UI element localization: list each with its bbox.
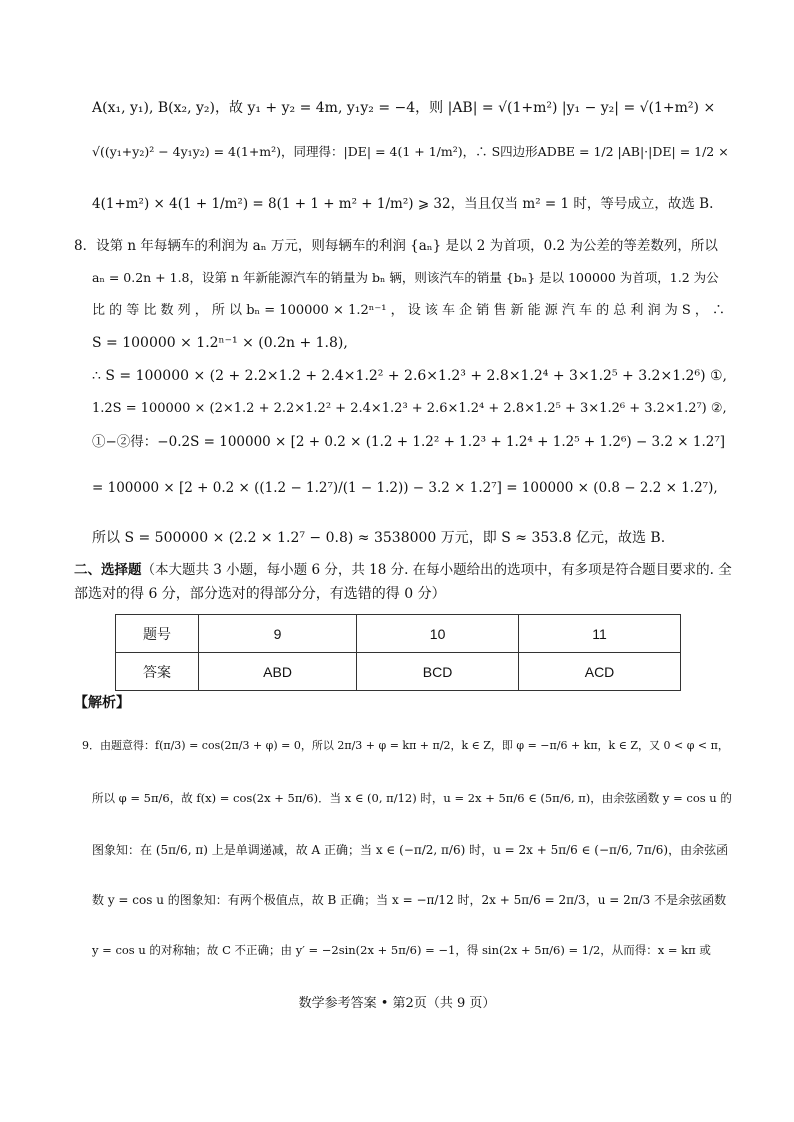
text-line: S = 100000 × 1.2ⁿ⁻¹ × (0.2n + 1.8), [92, 335, 348, 351]
table-cell: 11 [519, 615, 681, 653]
q9-line: 9．由题意得：f(π/3) = cos(2π/3 + φ) = 0，所以 2π/3 + φ = kπ + π/2，k ∈ Z，即 φ = −π/6 + kπ，k ∈ Z，又 0 < φ < π， [82, 739, 729, 752]
text-line: 数 y = cos u 的图象知：有两个极值点，故 B 正确；当 x = −π/12 时，2x + 5π/6 = 2π/3，u = 2π/3 不是余弦函数 [92, 893, 727, 907]
text-line: 所以 S = 500000 × (2.2 × 1.2⁷ − 0.8) ≈ 3538000 万元，即 S ≈ 353.8 亿元，故选 B. [92, 530, 666, 546]
table-row [116, 653, 681, 691]
section-desc-cont: 部选对的得 6 分，部分选对的得部分分，有选错的得 0 分） [74, 586, 446, 602]
text-line: aₙ = 0.2n + 1.8，设第 n 年新能源汽车的销量为 bₙ 辆，则该汽车的销量 {bₙ} 是以 100000 为首项，1.2 为公 [92, 270, 719, 285]
table-cell: 答案 [116, 653, 199, 691]
text-line: 4(1+m²) × 4(1 + 1/m²) = 8(1 + 1 + m² + 1/m²) ⩾ 32，当且仅当 m² = 1 时，等号成立，故选 B. [92, 196, 714, 212]
text-line: y = cos u 的对称轴；故 C 不正确；由 y′ = −2sin(2x + 5π/6) = −1，得 sin(2x + 5π/6) = 1/2，从而得：x = kπ 或 [92, 943, 711, 957]
text-line: A(x₁, y₁), B(x₂, y₂)，故 y₁ + y₂ = 4m, y₁y₂ = −4，则 |AB| = √(1+m²) |y₁ − y₂| = √(1+m²) × [92, 100, 716, 116]
page-footer: 数学参考答案 • 第2页（共 9 页） [298, 996, 496, 1011]
text-line: 图象知：在 (5π/6, π) 上是单调递减，故 A 正确；当 x ∈ (−π/2, π/6) 时，u = 2x + 5π/6 ∈ (−π/6, 7π/6)，由余弦函 [92, 843, 729, 857]
text-line: ①−②得：−0.2S = 100000 × [2 + 0.2 × (1.2 + 1.2² + 1.2³ + 1.2⁴ + 1.2⁵ + 1.2⁶) − 3.2 × 1.2⁷] [92, 434, 726, 450]
text-line: 1.2S = 100000 × (2×1.2 + 2.2×1.2² + 2.4×1.2³ + 2.6×1.2⁴ + 2.8×1.2⁵ + 3×1.2⁶ + 3.2×1.2⁷) ②, [92, 401, 727, 416]
q8-line: 8．设第 n 年每辆车的利润为 aₙ 万元，则每辆车的利润 {aₙ} 是以 2 为首项，0.2 为公差的等差数列，所以 [74, 238, 718, 254]
section-title: 二、选择题 [74, 562, 142, 578]
section-desc: （本大题共 3 小题，每小题 6 分，共 18 分. 在每小题给出的选项中，有多项是符合题目要求的. 全 [141, 562, 732, 578]
table-row [116, 615, 681, 653]
table-cell: 10 [357, 615, 519, 653]
table-cell: ACD [519, 653, 681, 691]
text-line: 所以 φ = 5π/6，故 f(x) = cos(2x + 5π/6)．当 x ∈ (0, π/12) 时，u = 2x + 5π/6 ∈ (5π/6, π)，由余弦函数 y = cos u 的 [92, 791, 732, 805]
text-line: 比 的 等 比 数 列 ， 所 以 bₙ = 100000 × 1.2ⁿ⁻¹ ， 设 该 车 企 销 售 新 能 源 汽 车 的 总 利 润 为 S ， ∴ [92, 303, 726, 318]
text-line: √((y₁+y₂)² − 4y₁y₂) = 4(1+m²)，同理得：|DE| = 4(1 + 1/m²)，∴ S四边形ADBE = 1/2 |AB|·|DE| = 1/2 × [92, 144, 729, 159]
table-cell: ABD [199, 653, 357, 691]
table-cell: 题号 [116, 615, 199, 653]
table-cell: 9 [199, 615, 357, 653]
section-heading [74, 558, 732, 578]
answer-table [115, 614, 681, 691]
table-cell: BCD [357, 653, 519, 691]
text-line: ∴ S = 100000 × (2 + 2.2×1.2 + 2.4×1.2² + 2.6×1.2³ + 2.8×1.2⁴ + 3×1.2⁵ + 3.2×1.2⁶) ①, [92, 368, 727, 384]
analysis-label: 【解析】 [74, 695, 130, 711]
text-line: = 100000 × [2 + 0.2 × ((1.2 − 1.2⁷)/(1 − 1.2)) − 3.2 × 1.2⁷] = 100000 × (0.8 − 2.2 × 1.2⁷), [92, 480, 718, 496]
